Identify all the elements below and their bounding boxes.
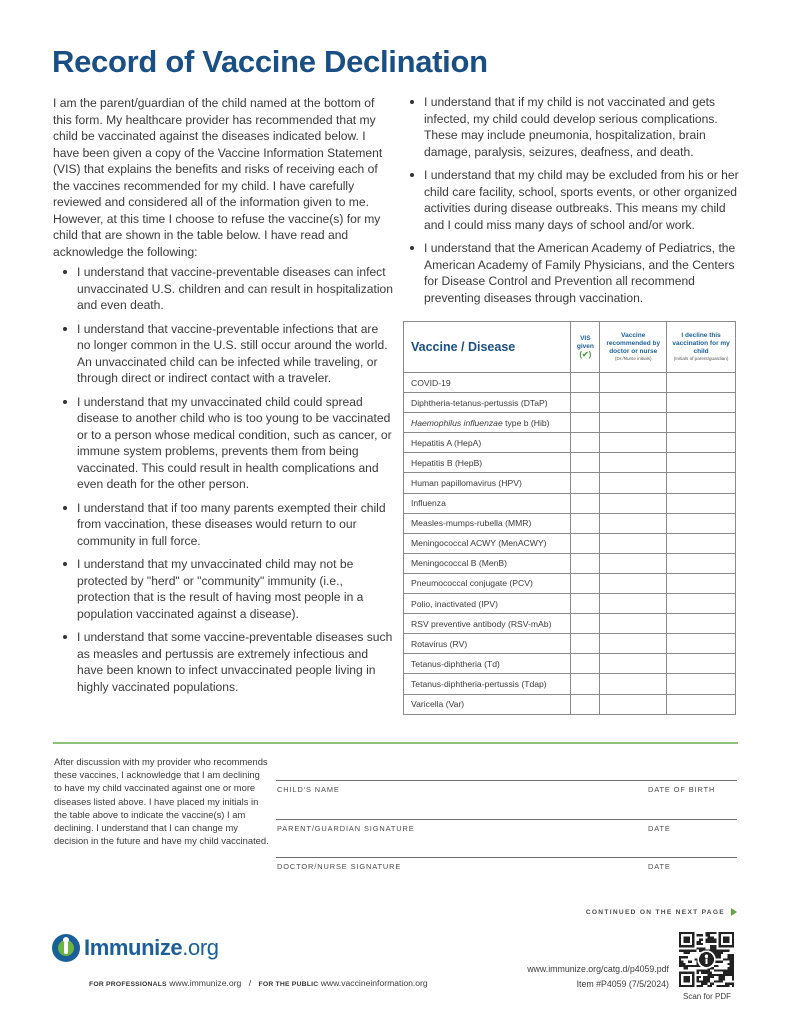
recommended-initials-cell[interactable]	[600, 654, 667, 674]
decline-initials-cell[interactable]	[667, 573, 736, 593]
decline-initials-cell[interactable]	[667, 553, 736, 573]
parent-signature-field[interactable]	[276, 819, 737, 820]
vis-given-cell[interactable]	[571, 393, 600, 413]
decline-initials-cell[interactable]	[667, 513, 736, 533]
table-row	[404, 433, 736, 453]
bullet-item: I understand that vaccine-preventable diseases can infect unvaccinated U.S. children and can result in hospitalization and even death.	[53, 264, 393, 314]
bullet-icon	[63, 270, 67, 274]
immunize-logo-icon	[52, 934, 80, 962]
immunize-logo	[52, 934, 219, 962]
vaccine-name-cell: COVID-19	[404, 373, 571, 393]
childs-name-field[interactable]	[276, 780, 737, 781]
bullet-item: I understand that the American Academy of Pediatrics, the American Academy of Family Physicians, and the Centers for Disease Control and Prevention all recommend preventing diseases through vaccination.	[400, 240, 740, 306]
bullet-icon	[63, 400, 67, 404]
bullet-item: I understand that some vaccine-preventable diseases such as measles and pertussis are extremely infectious and have been known to infect unvaccinated people living in highly vaccinated populations.	[53, 629, 393, 695]
bullet-item: I understand that vaccine-preventable infections that are no longer common in the U.S. still occur around the world. An unvaccinated child can be infected while traveling, or through direct or indirect contact with a traveler.	[53, 321, 393, 387]
vis-given-cell[interactable]	[571, 614, 600, 634]
bullet-icon	[63, 635, 67, 639]
vis-given-cell[interactable]	[571, 493, 600, 513]
header-recommended: Vaccine recommended by doctor or nurse (Dr./Nurse initials)	[600, 322, 667, 373]
doctor-signature-field[interactable]	[276, 857, 737, 858]
header-decline: I decline this vaccination for my child (Initials of parent/guardian)	[667, 322, 736, 373]
vaccine-table	[403, 321, 736, 715]
vaccine-name-cell: Polio, inactivated (IPV)	[404, 594, 571, 614]
decline-initials-cell[interactable]	[667, 433, 736, 453]
bullet-icon	[63, 562, 67, 566]
vaccine-name-cell: Meningococcal ACWY (MenACWY)	[404, 533, 571, 553]
vis-given-cell[interactable]	[571, 533, 600, 553]
decline-initials-cell[interactable]	[667, 654, 736, 674]
table-row	[404, 513, 736, 533]
table-row	[404, 654, 736, 674]
bullet-item: I understand that my child may be excluded from his or her child care facility, school, sports events, or other organized activities during disease outbreaks. This means my child and I could miss many days of school and/or work.	[400, 167, 740, 233]
vaccine-name-cell: Haemophilus influenzae type b (Hib)	[404, 413, 571, 433]
vis-given-cell[interactable]	[571, 433, 600, 453]
table-row	[404, 694, 736, 714]
recommended-initials-cell[interactable]	[600, 614, 667, 634]
vaccine-name-cell: RSV preventive antibody (RSV-mAb)	[404, 614, 571, 634]
childs-name-label: CHILD'S NAME	[277, 785, 340, 794]
header-vis-given: VIS given (✔)	[571, 322, 600, 373]
right-bullet-list	[400, 94, 740, 313]
checkmark-icon: (✔)	[579, 349, 592, 359]
recommended-initials-cell[interactable]	[600, 473, 667, 493]
table-row	[404, 373, 736, 393]
date-of-birth-label: DATE OF BIRTH	[648, 785, 716, 794]
table-row	[404, 413, 736, 433]
decline-initials-cell[interactable]	[667, 473, 736, 493]
recommended-initials-cell[interactable]	[600, 493, 667, 513]
table-row	[404, 614, 736, 634]
footer-links: FOR PROFESSIONALS www.immunize.org / FOR THE PUBLIC www.vaccineinformation.org	[89, 978, 428, 988]
bullet-item: I understand that if my child is not vaccinated and gets infected, my child could develop serious complications. These may include pneumonia, hospitalization, brain damage, paralysis, seizures, deafness, and death.	[400, 94, 740, 160]
vaccine-name-cell: Varicella (Var)	[404, 694, 571, 714]
vis-given-cell[interactable]	[571, 674, 600, 694]
public-link[interactable]: www.vaccineinformation.org	[320, 978, 428, 988]
table-header-row	[404, 322, 736, 373]
vaccine-name-cell: Rotavirus (RV)	[404, 634, 571, 654]
table-row	[404, 533, 736, 553]
recommended-initials-cell[interactable]	[600, 533, 667, 553]
table-row	[404, 594, 736, 614]
table-row	[404, 674, 736, 694]
vaccine-name-cell: Influenza	[404, 493, 571, 513]
vis-given-cell[interactable]	[571, 634, 600, 654]
decline-initials-cell[interactable]	[667, 533, 736, 553]
vis-given-cell[interactable]	[571, 453, 600, 473]
recommended-initials-cell[interactable]	[600, 674, 667, 694]
recommended-initials-cell[interactable]	[600, 413, 667, 433]
qr-caption: Scan for PDF	[682, 992, 731, 1001]
table-row	[404, 553, 736, 573]
bullet-item: I understand that if too many parents exempted their child from vaccination, these diseases would return to our community in full force.	[53, 500, 393, 550]
qr-code-icon[interactable]	[679, 932, 734, 987]
bullet-icon	[410, 100, 414, 104]
decline-initials-cell[interactable]	[667, 614, 736, 634]
parent-date-label: DATE	[648, 824, 671, 833]
vis-given-cell[interactable]	[571, 594, 600, 614]
vaccine-name-cell: Hepatitis A (HepA)	[404, 433, 571, 453]
recommended-initials-cell[interactable]	[600, 433, 667, 453]
decline-initials-cell[interactable]	[667, 674, 736, 694]
vaccine-name-cell: Meningococcal B (MenB)	[404, 553, 571, 573]
vaccine-name-cell: Tetanus-diphtheria-pertussis (Tdap)	[404, 674, 571, 694]
decline-initials-cell[interactable]	[667, 453, 736, 473]
vaccine-name-cell: Diphtheria-tetanus-pertussis (DTaP)	[404, 393, 571, 413]
table-body	[404, 373, 736, 715]
table-row	[404, 493, 736, 513]
pdf-link[interactable]: www.immunize.org/catg.d/p4059.pdf	[527, 964, 669, 974]
table-row	[404, 573, 736, 593]
decline-initials-cell[interactable]	[667, 694, 736, 714]
vis-given-cell[interactable]	[571, 473, 600, 493]
table-row	[404, 393, 736, 413]
vaccine-name-cell: Human papillomavirus (HPV)	[404, 473, 571, 493]
recommended-initials-cell[interactable]	[600, 393, 667, 413]
parent-signature-label: PARENT/GUARDIAN SIGNATURE	[277, 824, 415, 833]
recommended-initials-cell[interactable]	[600, 553, 667, 573]
item-info	[527, 962, 669, 992]
decline-initials-cell[interactable]	[667, 373, 736, 393]
acknowledgement-paragraph: After discussion with my provider who recommends these vaccines, I acknowledge that I am declining to have my child vaccinated against one or more diseases listed above. I have placed my initials in the table above to indicate the vaccine(s) I am declining. I understand that I can change my decision in the future and have my child vaccinated.	[54, 756, 269, 847]
page-title: Record of Vaccine Declination	[52, 44, 488, 79]
section-divider	[53, 742, 738, 744]
decline-initials-cell[interactable]	[667, 493, 736, 513]
recommended-initials-cell[interactable]	[600, 634, 667, 654]
continued-notice: CONTINUED ON THE NEXT PAGE	[586, 908, 737, 916]
vis-given-cell[interactable]	[571, 553, 600, 573]
logo-wordmark: Immunize.org	[84, 935, 219, 960]
intro-paragraph: I am the parent/guardian of the child named at the bottom of this form. My healthcare provider has recommended that my child be vaccinated against the diseases indicated below. I have been given a copy of the Vaccine Information Statement (VIS) that explains the benefits and risks of receiving each of the vaccines recommended for my child. I have carefully reviewed and considered all of the information given to me. However, at this time I choose to refuse the vaccine(s) for my child that are shown in the table below. I have read and acknowledge the following:	[53, 96, 383, 259]
vis-given-cell[interactable]	[571, 513, 600, 533]
recommended-initials-cell[interactable]	[600, 373, 667, 393]
vaccine-name-cell: Measles-mumps-rubella (MMR)	[404, 513, 571, 533]
table-row	[404, 634, 736, 654]
arrow-right-icon	[731, 908, 737, 916]
vis-given-cell[interactable]	[571, 373, 600, 393]
bullet-item: I understand that my unvaccinated child may not be protected by "herd" or "community" immunity (i.e., protection that is the result of having most people in a population vaccinated against a disease).	[53, 556, 393, 622]
vis-given-cell[interactable]	[571, 654, 600, 674]
recommended-initials-cell[interactable]	[600, 694, 667, 714]
bullet-icon	[63, 506, 67, 510]
doctor-signature-label: DOCTOR/NURSE SIGNATURE	[277, 862, 402, 871]
table-row	[404, 473, 736, 493]
decline-initials-cell[interactable]	[667, 393, 736, 413]
bullet-icon	[63, 327, 67, 331]
table-row	[404, 453, 736, 473]
bullet-item: I understand that my unvaccinated child could spread disease to another child who is too young to be vaccinated or to a person whose medical condition, such as cancer, or immune system problems, prevents them from being vaccinated. This could result in health complications and even death for the other person.	[53, 394, 393, 493]
item-number: Item #P4059 (7/5/2024)	[576, 979, 669, 989]
decline-initials-cell[interactable]	[667, 413, 736, 433]
vis-given-cell[interactable]	[571, 573, 600, 593]
recommended-initials-cell[interactable]	[600, 513, 667, 533]
vaccine-name-cell: Hepatitis B (HepB)	[404, 453, 571, 473]
doctor-date-label: DATE	[648, 862, 671, 871]
professionals-link[interactable]: www.immunize.org	[169, 978, 242, 988]
vis-given-cell[interactable]	[571, 413, 600, 433]
bullet-icon	[410, 246, 414, 250]
decline-initials-cell[interactable]	[667, 634, 736, 654]
recommended-initials-cell[interactable]	[600, 573, 667, 593]
header-vaccine-disease: Vaccine / Disease	[404, 322, 571, 373]
vis-given-cell[interactable]	[571, 694, 600, 714]
vaccine-name-cell: Tetanus-diphtheria (Td)	[404, 654, 571, 674]
decline-initials-cell[interactable]	[667, 594, 736, 614]
recommended-initials-cell[interactable]	[600, 594, 667, 614]
recommended-initials-cell[interactable]	[600, 453, 667, 473]
vaccine-name-cell: Pneumococcal conjugate (PCV)	[404, 573, 571, 593]
bullet-icon	[410, 173, 414, 177]
left-bullet-list	[53, 264, 393, 702]
